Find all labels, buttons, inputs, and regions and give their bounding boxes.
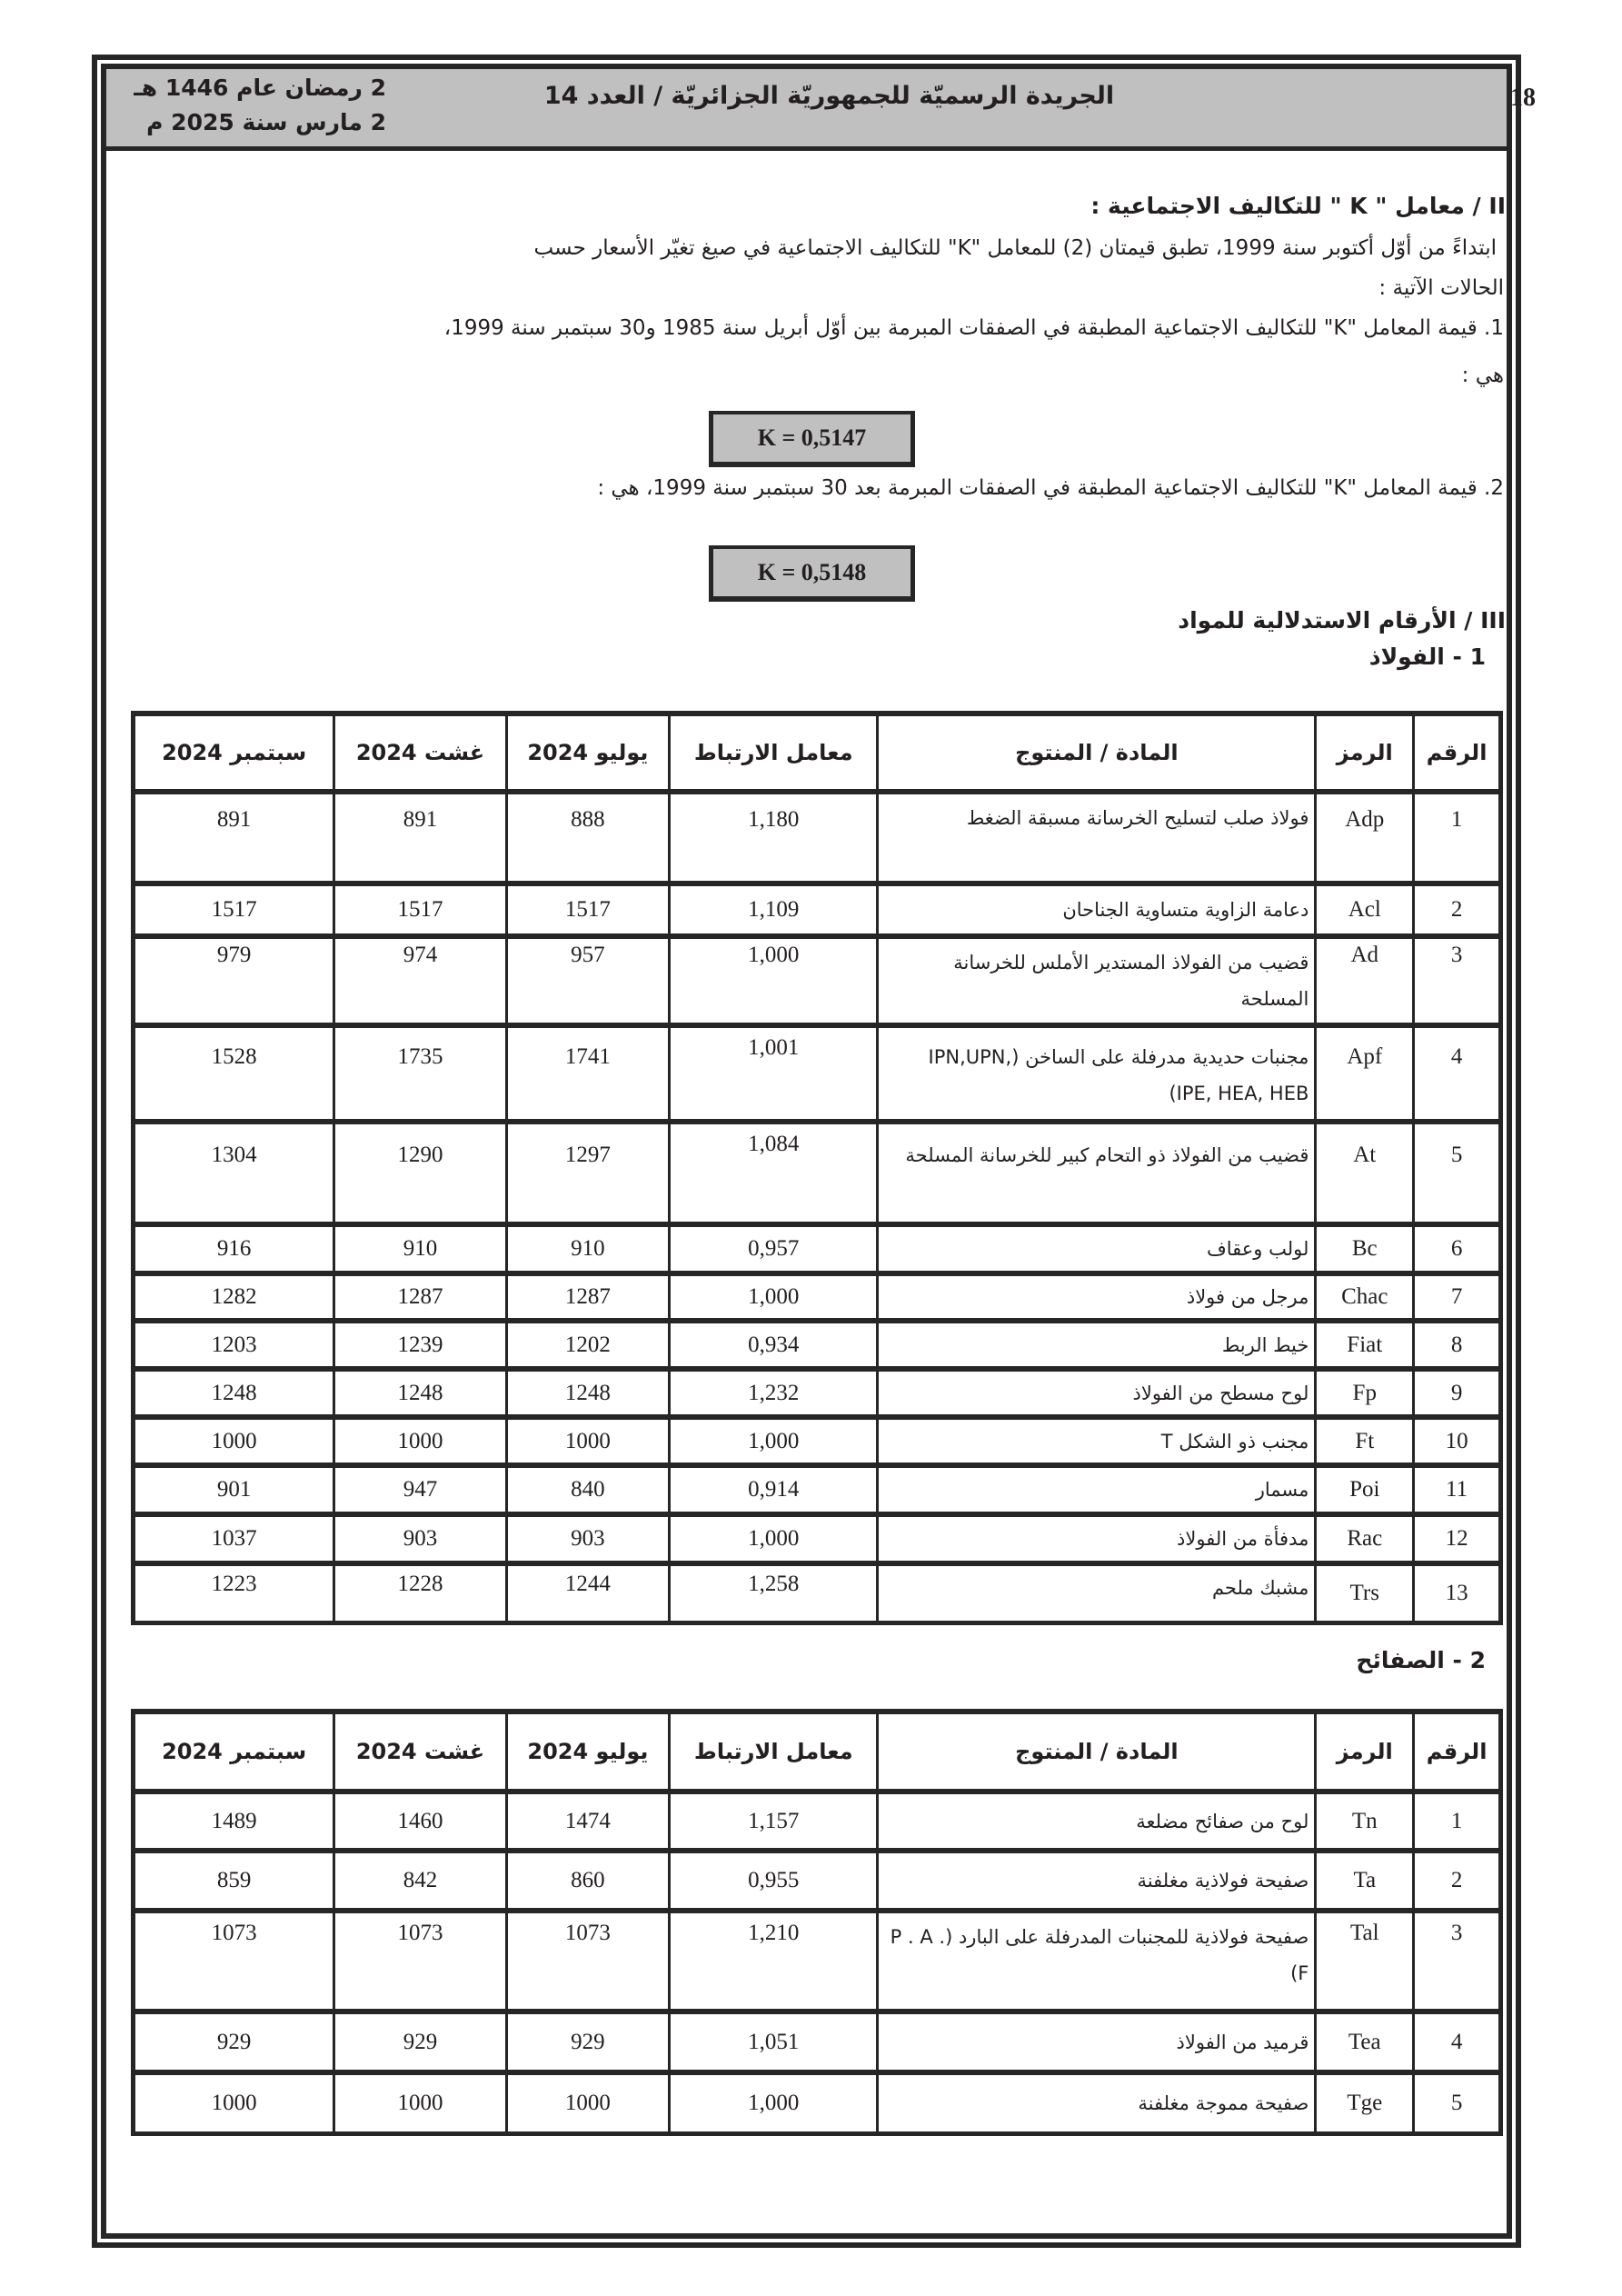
section-k-intro-line1: ابتداءً من أوّل أكتوبر سنة 1999، تطبق قيمتان (2) للمعامل "K" للتكاليف الاجتماعية في صيغ تغيّر الأسعار حسب — [533, 236, 1497, 260]
table-row: 3 Ad قضيب من الفولاذ المستدير الأملس للخرسانة المسلحة 1,000 957 974 979 — [134, 936, 1501, 1025]
page-number: 18 — [1510, 84, 1536, 112]
case1-suffix: هي : — [1461, 364, 1504, 387]
table-row: 12 Rac مدفأة من الفولاذ 1,000 903 903 1037 — [134, 1514, 1501, 1563]
gazette-title: الجريدة الرسميّة للجمهوريّة الجزائريّة / العدد 14 — [543, 82, 1115, 110]
issue-date — [123, 71, 386, 140]
sheets-subsection-title: 2 - الصفائح — [1356, 1647, 1486, 1673]
table-row: 5 At قضيب من الفولاذ ذو التحام كبير للخرسانة المسلحة 1,084 1297 1290 1304 — [134, 1122, 1501, 1224]
table-row: 5 Tge صفيحة مموجة مغلفنة 1,000 1000 1000 1000 — [134, 2072, 1501, 2133]
date-gregorian: 2 مارس سنة 2025 م — [146, 109, 386, 135]
col-code: الرمز — [1316, 714, 1414, 792]
table-row: 2 Ta صفيحة فولاذية مغلفنة 0,955 860 842 859 — [134, 1851, 1501, 1911]
col-august-2024: غشت 2024 — [334, 1712, 506, 1792]
section-k-intro-line2: الحالات الآتية : — [1378, 276, 1504, 300]
case1-text: 1. قيمة المعامل "K" للتكاليف الاجتماعية المطبقة في الصفقات المبرمة بين أوّل أبريل سنة 1985 و30 سبتمبر سنة 1999، — [443, 316, 1504, 340]
col-july-2024: يوليو 2024 — [506, 1712, 669, 1792]
col-code: الرمز — [1316, 1712, 1414, 1792]
table-row: 2 Acl دعامة الزاوية متساوية الجناحان 1,109 1517 1517 1517 — [134, 883, 1501, 936]
steel-price-table — [131, 711, 1503, 1625]
col-september-2024: سبتمبر 2024 — [134, 714, 334, 792]
col-coefficient: معامل الارتباط — [670, 1712, 878, 1792]
col-august-2024: غشت 2024 — [334, 714, 506, 792]
col-coefficient: معامل الارتباط — [670, 714, 878, 792]
table-header-row — [134, 1712, 1501, 1792]
col-number: الرقم — [1414, 714, 1501, 792]
col-number: الرقم — [1414, 1712, 1501, 1792]
table-row: 9 Fp لوح مسطح من الفولاذ 1,232 1248 1248 1248 — [134, 1369, 1501, 1417]
table-row: 4 Apf مجنبات حديدية مدرفلة على الساخن (IPN,UPN, IPE, HEA, HEB) 1,001 1741 1735 1528 — [134, 1025, 1501, 1122]
col-september-2024: سبتمبر 2024 — [134, 1712, 334, 1792]
section-indices-title: III / الأرقام الاستدلالية للمواد — [1178, 607, 1506, 634]
col-july-2024: يوليو 2024 — [506, 714, 669, 792]
k-value-box-2: K = 0,5148 — [709, 545, 915, 602]
table-row: 6 Bc لولب وعقاف 0,957 910 910 916 — [134, 1224, 1501, 1273]
table-row: 10 Ft مجنب ذو الشكل T 1,000 1000 1000 1000 — [134, 1417, 1501, 1465]
table-row: 1 Adp فولاذ صلب لتسليح الخرسانة مسبقة الضغط 1,180 888 891 891 — [134, 792, 1501, 883]
table-row: 7 Chac مرجل من فولاذ 1,000 1287 1287 1282 — [134, 1273, 1501, 1321]
col-product: المادة / المنتوج — [878, 1712, 1316, 1792]
col-product: المادة / المنتوج — [878, 714, 1316, 792]
section-k-title: II / معامل " K " للتكاليف الاجتماعية : — [1090, 193, 1506, 219]
table-header-row — [134, 714, 1501, 792]
sheets-price-table — [131, 1709, 1503, 2136]
table-row: 3 Tal صفيحة فولاذية للمجنبات المدرفلة على البارد (P . A . F) 1,210 1073 1073 1073 — [134, 1911, 1501, 2011]
table-row: 13 Trs مشبك ملحم 1,258 1244 1228 1223 — [134, 1563, 1501, 1622]
table-row: 11 Poi مسمار 0,914 840 947 901 — [134, 1465, 1501, 1514]
case2-text: 2. قيمة المعامل "K" للتكاليف الاجتماعية المطبقة في الصفقات المبرمة بعد 30 سبتمبر سنة 1999، هي : — [597, 476, 1504, 500]
k-value-box-1: K = 0,5147 — [709, 411, 915, 467]
steel-subsection-title: 1 - الفولاذ — [1368, 644, 1486, 670]
table-row: 8 Fiat خيط الربط 0,934 1202 1239 1203 — [134, 1321, 1501, 1369]
date-hijri: 2 رمضان عام 1446 هـ — [134, 75, 386, 101]
table-row: 1 Tn لوح من صفائح مضلعة 1,157 1474 1460 1489 — [134, 1792, 1501, 1851]
table-row: 4 Tea قرميد من الفولاذ 1,051 929 929 929 — [134, 2011, 1501, 2072]
